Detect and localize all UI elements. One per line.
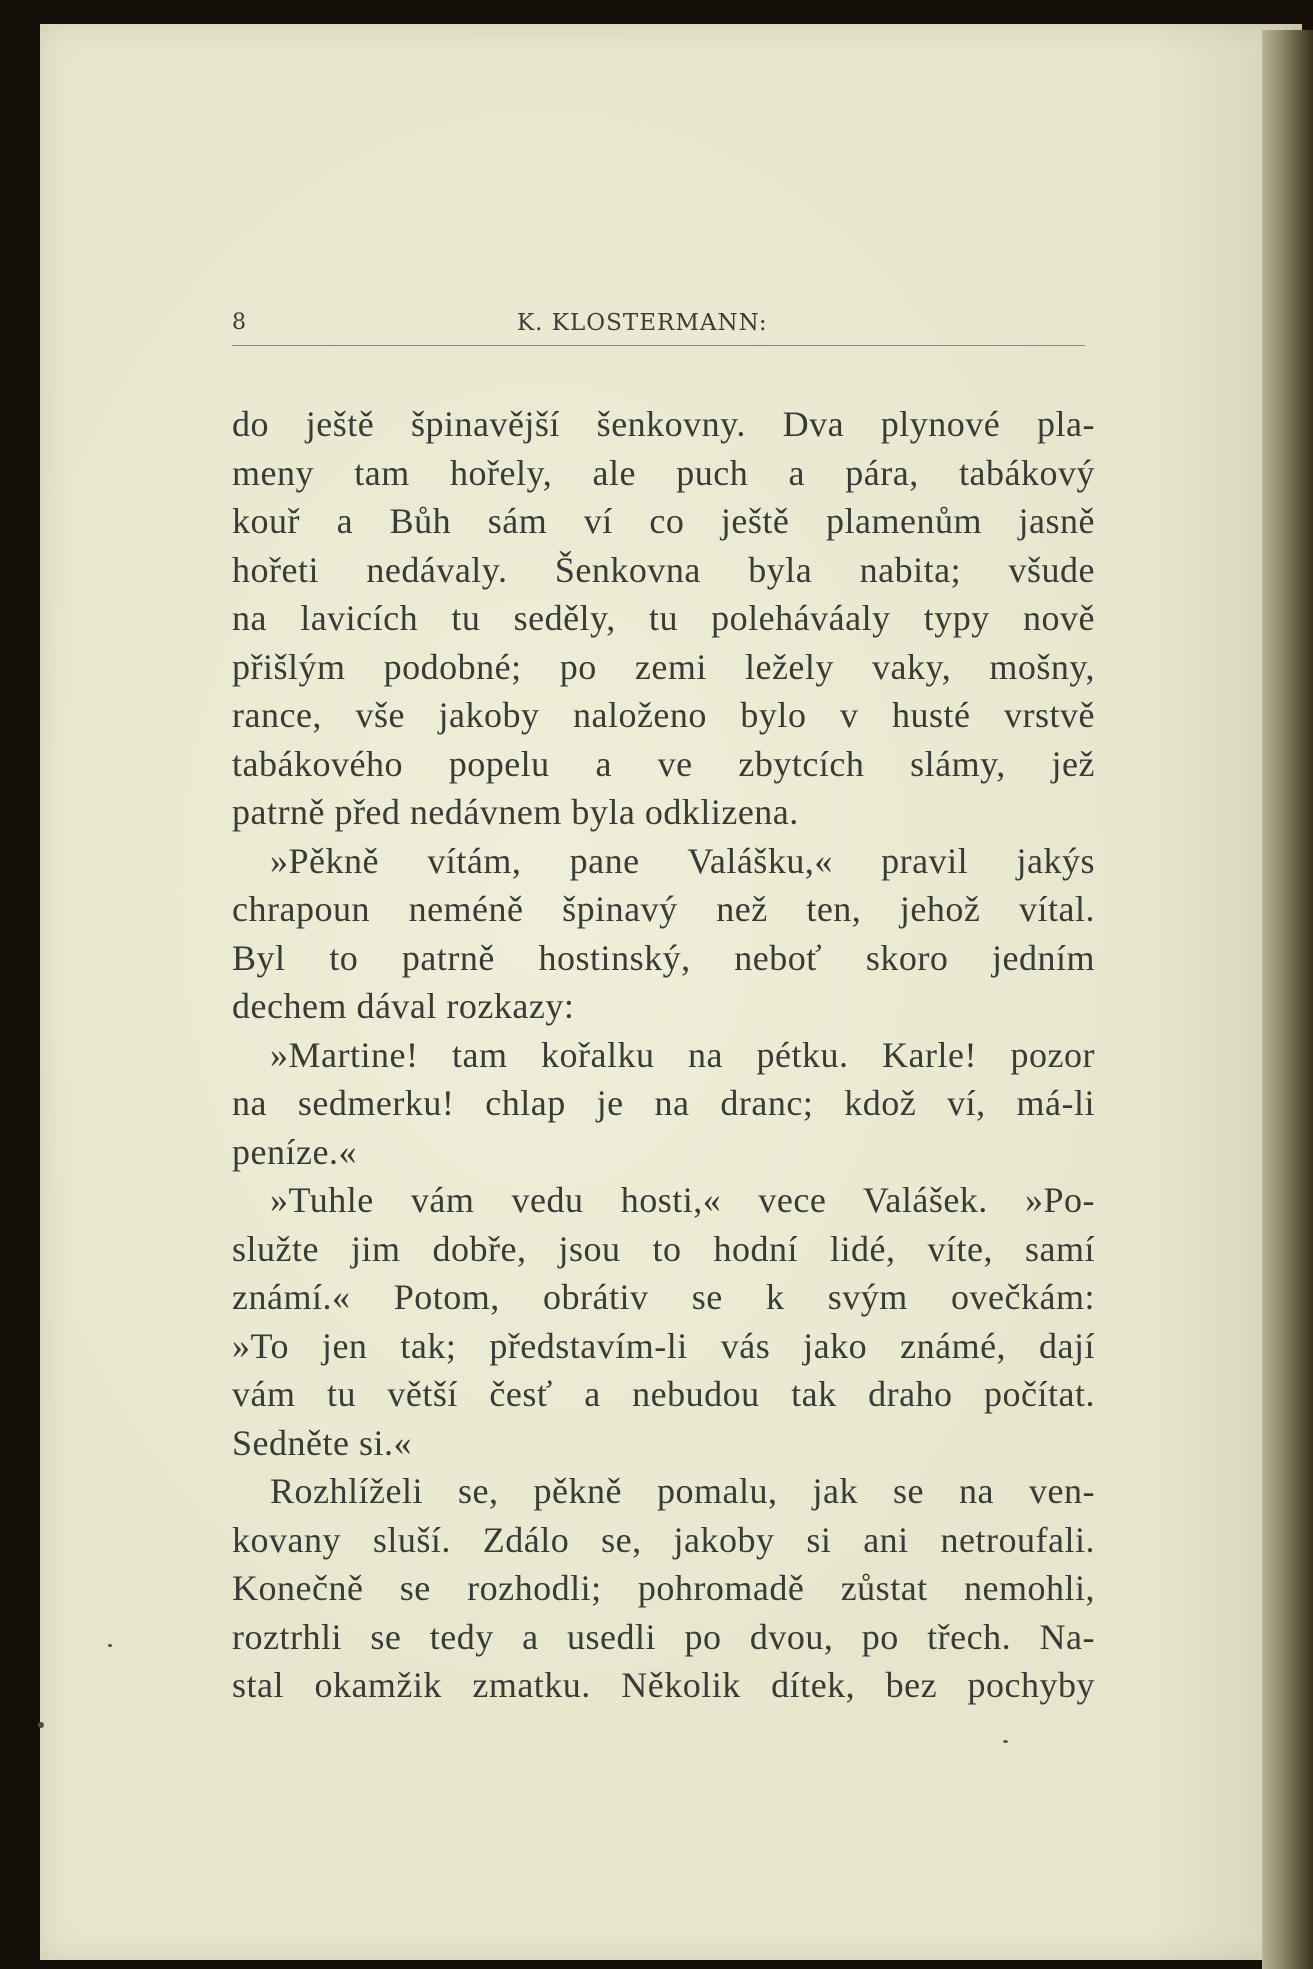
running-header [232,306,1085,346]
text-line: Konečně se rozhodli; pohromadě zůstat nemohli, [232,1568,1095,1608]
text-line: Rozhlíželi se, pěkně pomalu, jak se na ven- [270,1471,1095,1511]
text-line: kouř a Bůh sám ví co ještě plamenům jasně [232,501,1095,541]
page-number: 8 [232,310,246,335]
text-line: dechem dával rozkazy: [232,986,575,1026]
header-rule [232,345,1085,346]
text-line: vám tu větší česť a nebudou tak draho počítat. [232,1374,1095,1414]
book-spine-edge [1262,30,1313,1969]
ink-speck [108,1644,112,1647]
running-title: K. KLOSTERMANN: [517,310,768,336]
text-line: známí.« Potom, obrátiv se k svým ovečkám: [232,1277,1095,1317]
text-line: stal okamžik zmatku. Několik dítek, bez pochyby [232,1665,1095,1705]
text-line: Sedněte si.« [232,1422,412,1463]
text-line: »Pěkně vítám, pane Valášku,« pravil jakýs [270,840,1095,881]
text-line: Byl to patrně hostinský, neboť skoro jedním [232,937,1095,978]
text-line: »Martine! tam kořalku na pétku. Karle! pozor [270,1034,1095,1075]
text-line: »Tuhle vám vedu hosti,« vece Valášek. »Po- [270,1180,1095,1220]
text-line: chrapoun neméně špinavý než ten, jehož vítal. [232,889,1095,929]
text-line: na sedmerku! chlap je na dranc; kdož ví, má-li [232,1083,1095,1123]
text-line: kovany sluší. Zdálo se, jakoby si ani netroufali. [232,1519,1095,1560]
text-line: rance, vše jakoby naloženo bylo v husté vrstvě [232,695,1095,735]
ink-speck [38,1722,44,1728]
text-line: do ještě špinavější šenkovny. Dva plynové pla- [232,404,1095,444]
text-line: roztrhli se tedy a usedli po dvou, po třech. Na- [232,1616,1095,1657]
text-line: tabákového popelu a ve zbytcích slámy, jež [232,743,1095,784]
text-line: na lavicích tu seděly, tu poleháváaly typy nově [232,598,1095,638]
text-line: meny tam hořely, ale puch a pára, tabákový [232,452,1095,493]
ink-speck [1003,1740,1008,1743]
text-line: služte jim dobře, jsou to hodní lidé, víte, samí [232,1228,1095,1269]
text-line: hořeti nedávaly. Šenkovna byla nabita; všude [232,549,1095,590]
body-text [232,400,1095,1710]
text-line: patrně před nedávnem byla odklizena. [232,792,799,832]
text-line: přišlým podobné; po zemi ležely vaky, mošny, [232,646,1095,687]
text-line: »To jen tak; představím-li vás jako známé, dají [232,1325,1095,1366]
text-line: peníze.« [232,1131,357,1172]
